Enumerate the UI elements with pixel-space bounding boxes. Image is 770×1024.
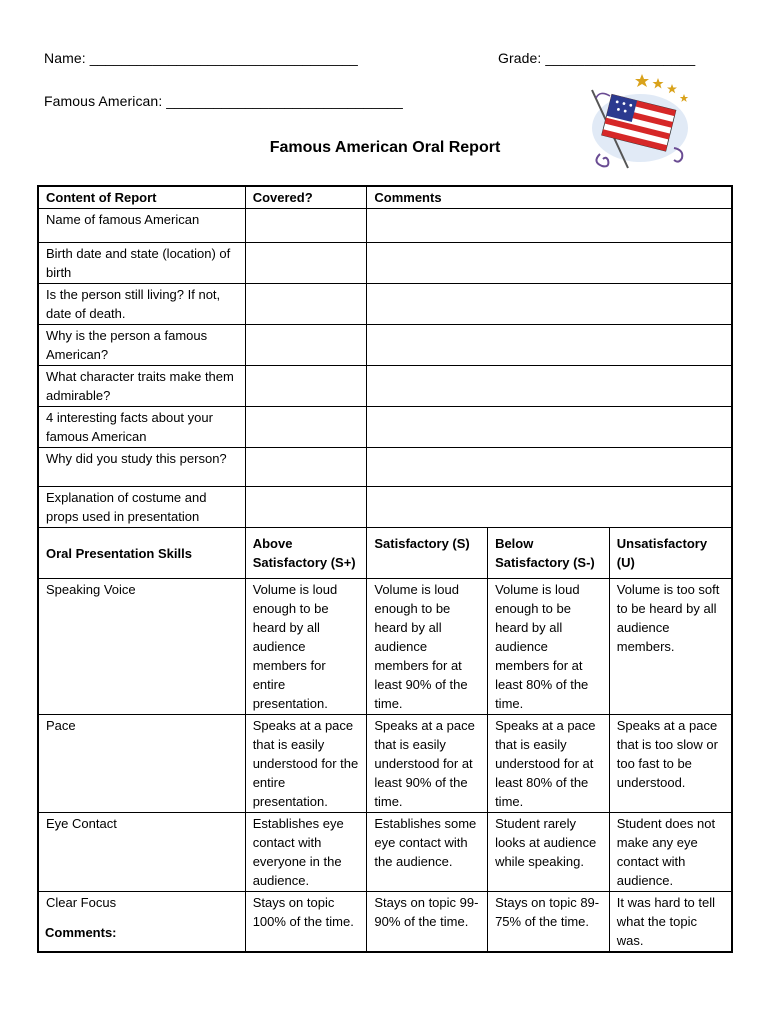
rubric-cell: Stays on topic 100% of the time. [245,892,367,953]
covered-cell[interactable] [245,209,367,243]
rubric-cell: Volume is too soft to be heard by all audience members. [609,579,732,715]
rubric-cell: Volume is loud enough to be heard by all audience members for at least 90% of the time. [367,579,488,715]
content-row: Why is the person a famous American? [38,325,245,366]
comments-cell[interactable] [367,325,732,366]
below-satisfactory-header: Below Satisfactory (S-) [488,528,610,579]
comments-cell[interactable] [367,209,732,243]
rubric-cell: Volume is loud enough to be heard by all audience members for at least 80% of the time. [488,579,610,715]
comments-cell[interactable] [367,284,732,325]
report-table [37,185,733,953]
comments-cell[interactable] [367,407,732,448]
rubric-cell: Volume is loud enough to be heard by all audience members for entire presentation. [245,579,367,715]
page-title: Famous American Oral Report [269,139,501,156]
rubric-cell: Establishes eye contact with everyone in the audience. [245,813,367,892]
content-row: Why did you study this person? [38,448,245,487]
rubric-cell: Speaks at a pace that is easily understood for the entire presentation. [245,715,367,813]
comments-cell[interactable] [367,487,732,528]
rubric-cell: Establishes some eye contact with the audience. [367,813,488,892]
content-row: Is the person still living? If not, date of death. [38,284,245,325]
covered-cell[interactable] [245,243,367,284]
comments-cell[interactable] [367,448,732,487]
covered-cell[interactable] [245,448,367,487]
grade-field[interactable]: Grade: ___________________ [498,50,696,66]
unsatisfactory-header: Unsatisfactory (U) [609,528,732,579]
skill-name: Eye Contact [38,813,245,892]
rubric-cell: It was hard to tell what the topic was. [609,892,732,953]
satisfactory-header: Satisfactory (S) [367,528,488,579]
content-row: Birth date and state (location) of birth [38,243,245,284]
covered-cell[interactable] [245,366,367,407]
content-row: 4 interesting facts about your famous American [38,407,245,448]
rubric-cell: Speaks at a pace that is easily understood for at least 90% of the time. [367,715,488,813]
covered-header: Covered? [245,186,367,209]
famous-american-field[interactable]: Famous American: ______________________________ [44,93,403,109]
comments-header: Comments [367,186,732,209]
rubric-cell: Student does not make any eye contact with audience. [609,813,732,892]
content-row: Explanation of costume and props used in presentation [38,487,245,528]
comments-label: Comments: [45,925,117,940]
comments-cell[interactable] [367,243,732,284]
rubric-cell: Stays on topic 89-75% of the time. [488,892,610,953]
covered-cell[interactable] [245,407,367,448]
skill-name: Clear Focus [38,892,245,953]
covered-cell[interactable] [245,284,367,325]
skill-name: Speaking Voice [38,579,245,715]
content-header: Content of Report [38,186,245,209]
content-row: What character traits make them admirable? [38,366,245,407]
rubric-cell: Speaks at a pace that is easily understood for at least 80% of the time. [488,715,610,813]
covered-cell[interactable] [245,325,367,366]
covered-cell[interactable] [245,487,367,528]
above-satisfactory-header: Above Satisfactory (S+) [245,528,367,579]
name-field[interactable]: Name: __________________________________ [44,50,358,66]
content-row: Name of famous American [38,209,245,243]
rubric-cell: Speaks at a pace that is too slow or too fast to be understood. [609,715,732,813]
rubric-cell: Stays on topic 99-90% of the time. [367,892,488,953]
skill-name: Pace [38,715,245,813]
rubric-cell: Student rarely looks at audience while speaking. [488,813,610,892]
skills-header: Oral Presentation Skills [38,528,245,579]
comments-cell[interactable] [367,366,732,407]
